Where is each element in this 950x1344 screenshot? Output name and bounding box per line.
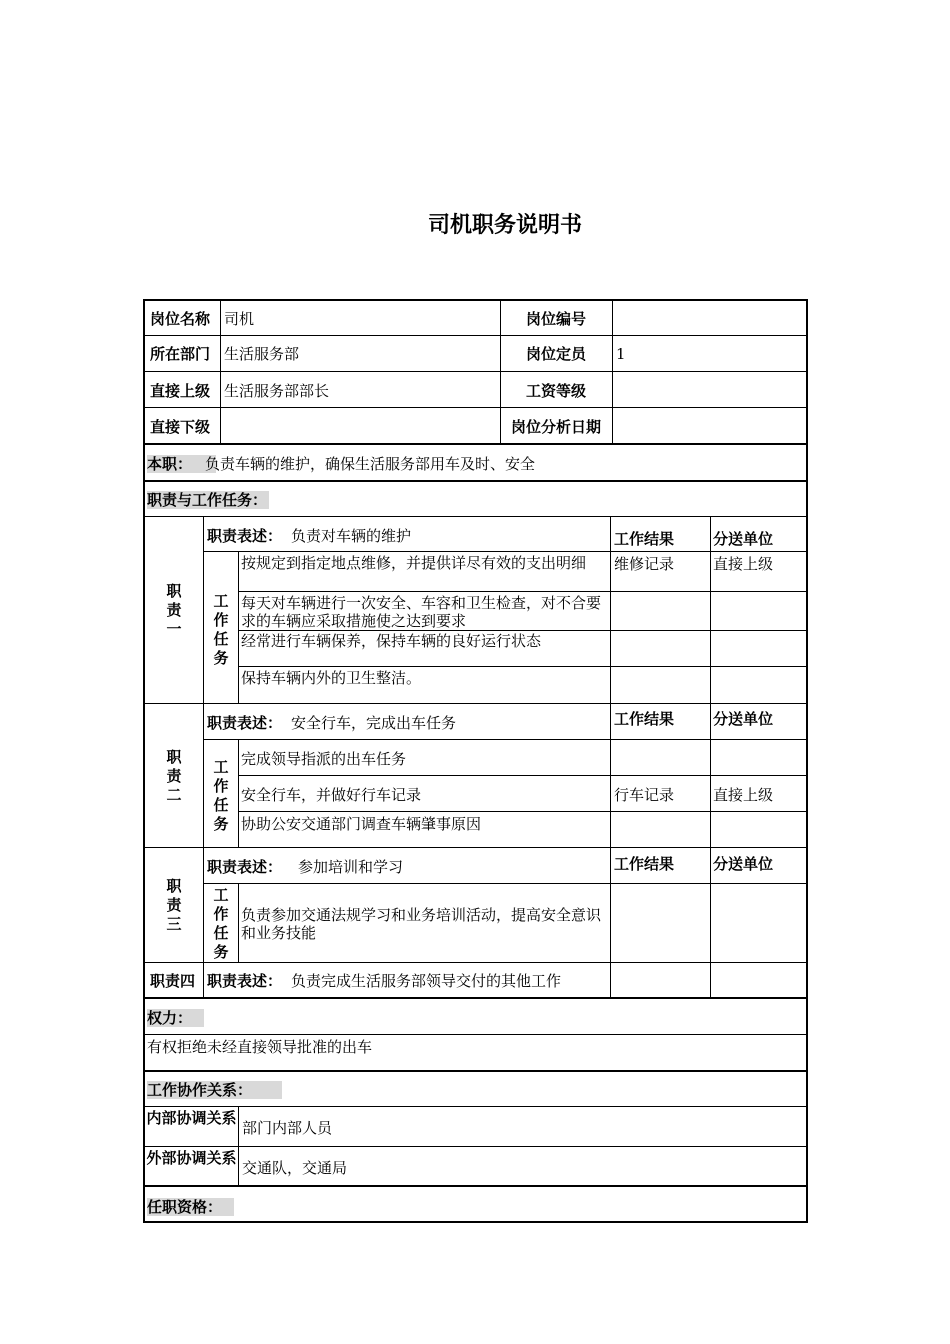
external-relations-value: 交通队，交通局 — [242, 1159, 348, 1177]
department-label: 所在部门 — [150, 345, 211, 363]
duty2-desc: 安全行车，完成出车任务 — [291, 714, 457, 732]
duties-heading: 职责与工作任务： — [147, 491, 268, 509]
duty1-task-2: 每天对车辆进行一次安全、车容和卫生检查，对不合要求的车辆应采取措施使之达到要求 — [241, 594, 602, 630]
duty1-task-1-recipient: 直接上级 — [713, 555, 774, 573]
duty2-task-2-result: 行车记录 — [614, 786, 675, 804]
qualifications-label: 任职资格： — [147, 1198, 234, 1216]
internal-relations-value: 部门内部人员 — [242, 1119, 333, 1137]
salary-grade-label: 工资等级 — [525, 382, 586, 400]
relations-label: 工作协作关系： — [147, 1081, 282, 1099]
duty3-recipient-header: 分送单位 — [713, 855, 774, 873]
duty1-label: 职责一 — [166, 582, 182, 638]
duty2-desc-label: 职责表述： — [207, 714, 283, 732]
duty2-recipient-header: 分送单位 — [713, 710, 774, 728]
duty1-task-4: 保持车辆内外的卫生整洁。 — [241, 669, 422, 687]
duty1-recipient-header: 分送单位 — [713, 530, 774, 548]
authority-label: 权力： — [147, 1009, 204, 1027]
authority-text: 有权拒绝未经直接领导批准的出车 — [147, 1038, 373, 1056]
duty1-task-1-result: 维修记录 — [614, 555, 675, 573]
position-code-label: 岗位编号 — [525, 310, 586, 328]
duty1-result-header: 工作结果 — [614, 530, 675, 548]
duty1-desc-label: 职责表述： — [207, 527, 283, 545]
external-relations-label: 外部协调关系 — [146, 1149, 237, 1167]
duty1-task-3: 经常进行车辆保养，保持车辆的良好运行状态 — [241, 632, 542, 650]
internal-relations-label: 内部协调关系 — [146, 1109, 237, 1127]
duty3-desc: 参加培训和学习 — [298, 858, 404, 876]
duty1-task-label: 工作任务 — [213, 592, 229, 667]
duty2-task-1: 完成领导指派的出车任务 — [241, 750, 407, 768]
headcount-label: 岗位定员 — [525, 345, 586, 363]
duty1-desc: 负责对车辆的维护 — [291, 527, 412, 545]
duty3-task-label: 工作任务 — [213, 886, 229, 961]
job-description-table — [143, 299, 808, 1224]
duty4-desc: 负责完成生活服务部领导交付的其他工作 — [291, 972, 562, 990]
position-name-label: 岗位名称 — [150, 310, 211, 328]
supervisor-value: 生活服务部部长 — [224, 382, 330, 400]
duty4-label: 职责四 — [150, 972, 196, 990]
position-name-value: 司机 — [224, 310, 255, 328]
analysis-date-label: 岗位分析日期 — [510, 418, 601, 436]
duty2-task-3: 协助公安交通部门调查车辆肇事原因 — [241, 815, 482, 833]
subordinate-label: 直接下级 — [150, 418, 211, 436]
duty2-label: 职责二 — [166, 748, 182, 804]
supervisor-label: 直接上级 — [150, 382, 211, 400]
duty3-desc-label: 职责表述： — [207, 858, 283, 876]
headcount-value: 1 — [616, 345, 626, 363]
duty2-task-2-recipient: 直接上级 — [713, 786, 774, 804]
department-value: 生活服务部 — [224, 345, 300, 363]
duty1-task-1: 按规定到指定地点维修，并提供详尽有效的支出明细 — [241, 554, 587, 572]
duty2-result-header: 工作结果 — [614, 710, 675, 728]
duty4-desc-label: 职责表述： — [207, 972, 283, 990]
duty3-label: 职责三 — [166, 877, 182, 933]
duty2-task-2: 安全行车，并做好行车记录 — [241, 786, 422, 804]
core-duty-label: 本职： — [147, 455, 216, 473]
document-title: 司机职务说明书 — [427, 213, 582, 238]
core-duty-text: 负责车辆的维护，确保生活服务部用车及时、安全 — [205, 455, 536, 473]
duty3-task-1: 负责参加交通法规学习和业务培训活动，提高安全意识和业务技能 — [241, 906, 602, 942]
duty2-task-label: 工作任务 — [213, 758, 229, 833]
duty3-result-header: 工作结果 — [614, 855, 675, 873]
